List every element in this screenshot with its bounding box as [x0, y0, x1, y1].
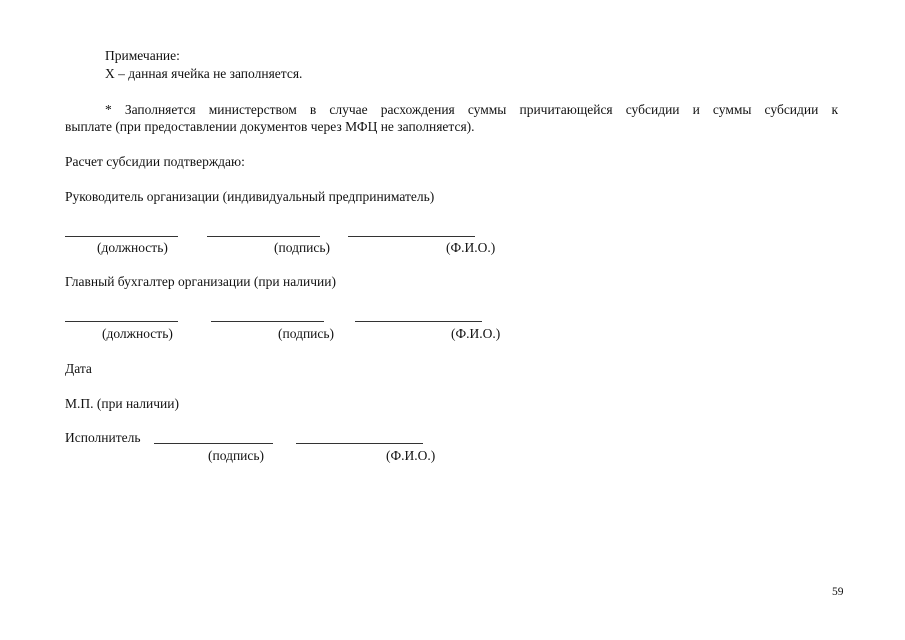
footnote-line-1: [65, 101, 838, 118]
accountant-name-line: [355, 321, 482, 322]
executor-name-line: [296, 443, 423, 444]
accountant-label: Главный бухгалтер организации (при наличии): [65, 274, 336, 289]
footnote-line-2: выплате (при предоставлении документов через МФЦ не заполняется).: [65, 119, 475, 134]
stamp-label: М.П. (при наличии): [65, 396, 179, 411]
page-number: 59: [832, 586, 844, 598]
accountant-signature-caption: (подпись): [278, 326, 335, 341]
head-name-caption: (Ф.И.О.): [446, 240, 496, 255]
head-signature-caption: (подпись): [274, 240, 331, 255]
note-heading: Примечание:: [105, 48, 180, 63]
confirmation-text: Расчет субсидии подтверждаю:: [65, 154, 245, 169]
footnote-line-1-text: * Заполняется министерством в случае расхождения суммы причитающейся субсидии и суммы субсидии к: [105, 102, 838, 117]
head-name-line: [348, 236, 475, 237]
note-x-explanation: Х – данная ячейка не заполняется.: [105, 66, 303, 81]
executor-name-caption: (Ф.И.О.): [386, 448, 436, 463]
executor-signature-line: [154, 443, 273, 444]
accountant-position-caption: (должность): [102, 326, 173, 341]
accountant-signature-line: [211, 321, 324, 322]
head-label: Руководитель организации (индивидуальный предприниматель): [65, 189, 435, 204]
date-label: Дата: [65, 361, 92, 376]
executor-signature-caption: (подпись): [208, 448, 265, 463]
head-position-caption: (должность): [97, 240, 168, 255]
accountant-position-line: [65, 321, 178, 322]
executor-label: Исполнитель: [65, 430, 141, 445]
head-position-line: [65, 236, 178, 237]
accountant-name-caption: (Ф.И.О.): [451, 326, 501, 341]
head-signature-line: [207, 236, 320, 237]
